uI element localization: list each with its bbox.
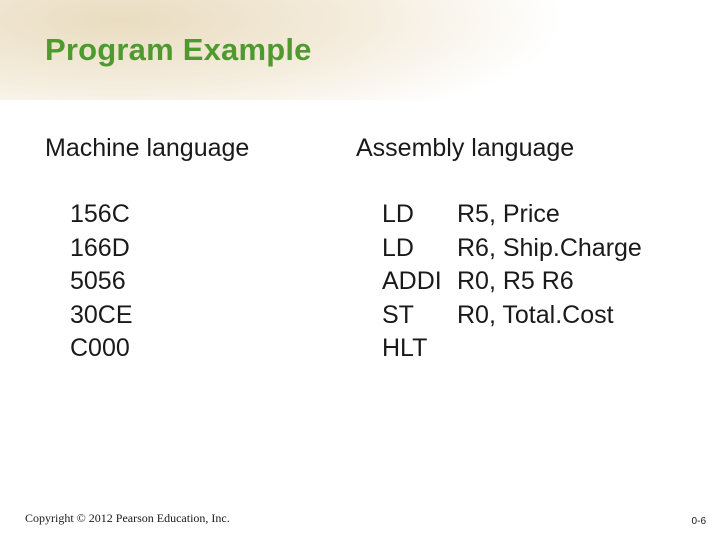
slide-number: 0-6 (691, 516, 706, 527)
machine-code-line: 156C (70, 200, 130, 228)
assembly-code-line (382, 198, 642, 232)
assembly-operands: R0, Total.Cost (457, 300, 614, 329)
assembly-opcode: ST (382, 300, 414, 329)
assembly-code-line (382, 332, 642, 366)
assembly-opcode: LD (382, 200, 414, 228)
assembly-operands: R0, R5 R6 (457, 267, 574, 295)
assembly-opcode: ADDI (382, 267, 442, 295)
assembly-code-line (382, 265, 642, 299)
assembly-opcode: LD (382, 233, 414, 262)
assembly-code-line (382, 232, 642, 266)
copyright-notice: Copyright © 2012 Pearson Education, Inc. (25, 511, 230, 525)
assembly-opcode: HLT (382, 334, 428, 362)
assembly-code-list (382, 198, 642, 366)
machine-code-line: C000 (70, 334, 130, 362)
machine-language-heading: Machine language (45, 134, 250, 162)
machine-code-list (70, 198, 133, 366)
assembly-code-line (382, 299, 642, 333)
assembly-operands: R6, Ship.Charge (457, 233, 642, 262)
machine-code-line: 166D (70, 233, 130, 262)
slide-title: Program Example (45, 32, 312, 67)
assembly-language-heading: Assembly language (356, 134, 575, 162)
machine-code-line: 30CE (70, 300, 133, 329)
machine-code-line: 5056 (70, 267, 126, 295)
assembly-operands: R5, Price (457, 200, 560, 228)
